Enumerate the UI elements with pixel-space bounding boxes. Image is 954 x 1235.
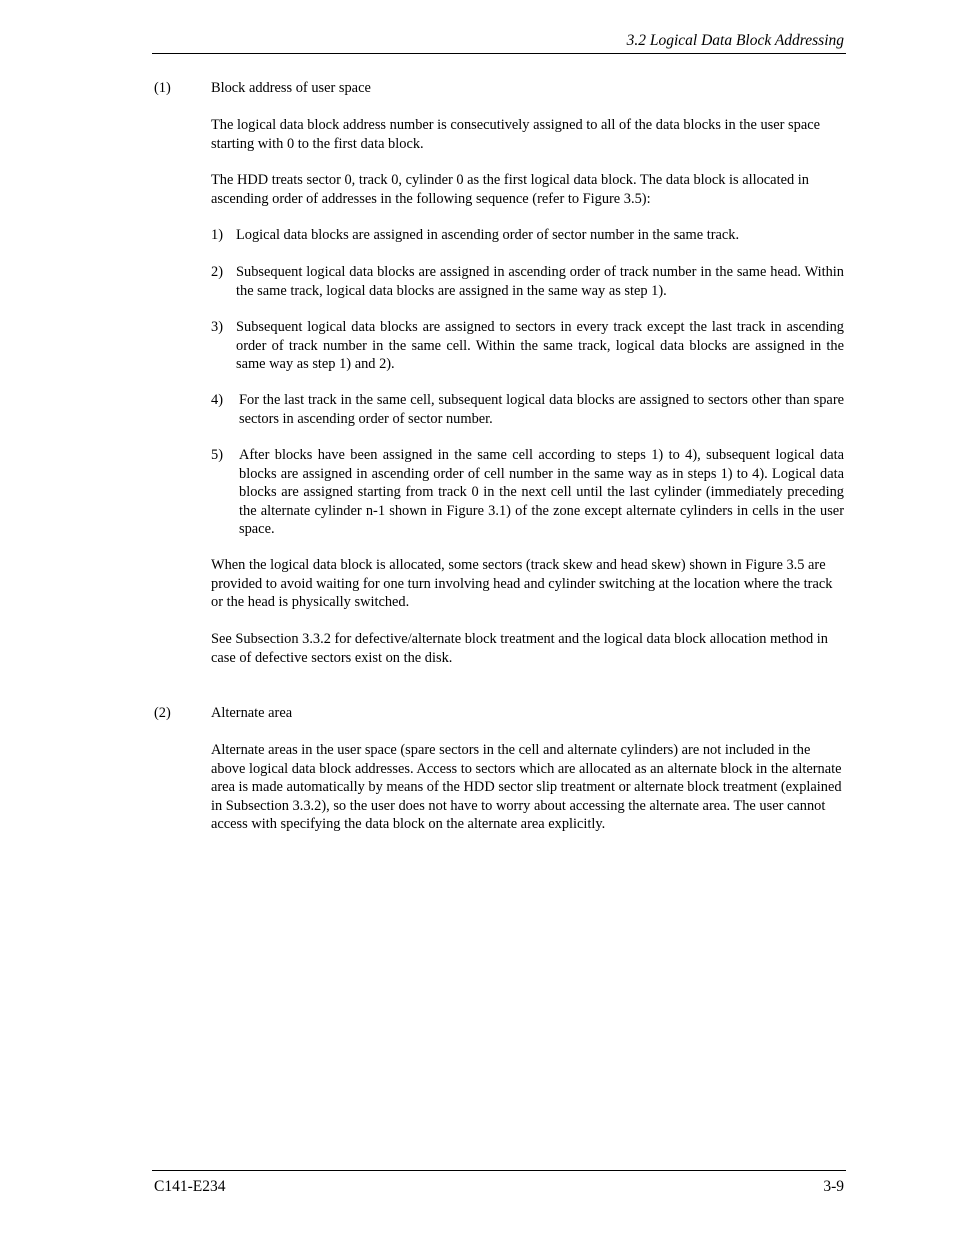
list-item-text: Subsequent logical data blocks are assigned in ascending order of track number in the same head. Within the same track, logical data blocks are assigned in the same way as step 1). <box>236 264 844 299</box>
list-item-text: For the last track in the same cell, subsequent logical data blocks are assigned to sectors other than spare sectors in ascending order of sector number. <box>239 392 844 427</box>
section-number: (1) <box>154 80 171 96</box>
list-item-text: Subsequent logical data blocks are assigned to sectors in every track except the last track in ascending order of track number in the same cell. Within the same track, logical data blocks are assigned in the same way as step 1) and 2). <box>236 319 844 372</box>
section-heading: Alternate area <box>211 705 293 721</box>
list-item <box>211 263 844 300</box>
paragraph: Alternate areas in the user space (spare sectors in the cell and alternate cylinders) are not included in the above logical data block addresses. Access to sectors which are allocated as an alternate block in the alternate area is made automatically by means of the HDD sector slip treatment or alternate block treatment (explained in Subsection 3.3.2), so the user does not have to worry about accessing the alternate area. The user cannot access with specifying the data block on the alternate area explicitly. <box>211 742 842 832</box>
list-item <box>211 226 844 245</box>
list-item-number: 2) <box>211 264 223 280</box>
list-item <box>211 446 844 539</box>
list-item <box>211 318 844 374</box>
running-header: 3.2 Logical Data Block Addressing <box>626 32 844 49</box>
section-heading: Block address of user space <box>211 80 371 96</box>
list-item-number: 4) <box>211 392 223 408</box>
list-item-number: 3) <box>211 319 223 335</box>
list-item-number: 1) <box>211 227 223 243</box>
list-item <box>211 391 844 428</box>
paragraph: The logical data block address number is consecutively assigned to all of the data blocks in the user space starting with 0 to the first data block. <box>211 117 821 152</box>
document-id: C141-E234 <box>154 1178 226 1195</box>
footer-rule <box>152 1170 846 1171</box>
list-item-text: Logical data blocks are assigned in ascending order of sector number in the same track. <box>236 227 740 243</box>
section-number: (2) <box>154 705 171 721</box>
page-number: 3-9 <box>823 1178 844 1195</box>
list-item-number: 5) <box>211 447 223 463</box>
paragraph: See Subsection 3.3.2 for defective/alternate block treatment and the logical data block allocation method in case of defective sectors exist on the disk. <box>211 631 828 666</box>
list-item-text: After blocks have been assigned in the same cell according to steps 1) to 4), subsequent logical data blocks are assigned in ascending order of cell number in the same way as in steps 1) to 4). Logical data blocks are assigned starting from track 0 in the next cell until the last cylinder (immediately preceding the alternate cylinder n-1 shown in Figure 3.1) of the zone except alternate cylinders in cells in the user space. <box>239 447 844 537</box>
paragraph: The HDD treats sector 0, track 0, cylinder 0 as the first logical data block. The data block is allocated in ascending order of addresses in the following sequence (refer to Figure 3.5): <box>211 172 809 207</box>
paragraph: When the logical data block is allocated, some sectors (track skew and head skew) shown in Figure 3.5 are provided to avoid waiting for one turn involving head and cylinder switching at the location where the track or the head is physically switched. <box>211 557 833 610</box>
header-rule <box>152 53 846 54</box>
